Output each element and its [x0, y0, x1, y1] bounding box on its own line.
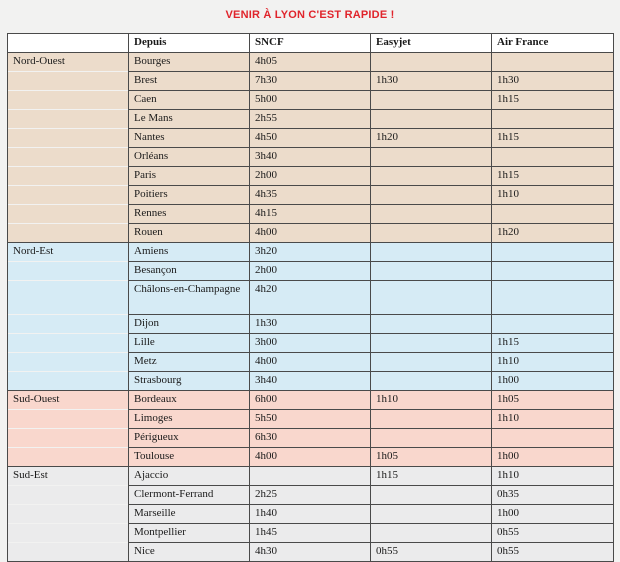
- region-cell: Nord-Ouest: [8, 53, 129, 72]
- air-france-cell: 0h35: [492, 486, 614, 505]
- sncf-cell: 3h00: [250, 334, 371, 353]
- table-row: [8, 167, 614, 186]
- air-france-cell: [492, 281, 614, 315]
- region-cell: [8, 448, 129, 467]
- air-france-cell: 1h00: [492, 372, 614, 391]
- header-air-france: Air France: [492, 34, 614, 53]
- city-cell: Marseille: [129, 505, 250, 524]
- city-cell: Poitiers: [129, 186, 250, 205]
- air-france-cell: 1h10: [492, 410, 614, 429]
- city-cell: Montpellier: [129, 524, 250, 543]
- air-france-cell: [492, 262, 614, 281]
- table-row: [8, 486, 614, 505]
- easyjet-cell: [371, 505, 492, 524]
- table-row: [8, 505, 614, 524]
- easyjet-cell: [371, 243, 492, 262]
- easyjet-cell: [371, 486, 492, 505]
- city-cell: Amiens: [129, 243, 250, 262]
- region-cell: [8, 224, 129, 243]
- city-cell: Brest: [129, 72, 250, 91]
- air-france-cell: [492, 315, 614, 334]
- table-row: [8, 467, 614, 486]
- sncf-cell: 4h00: [250, 353, 371, 372]
- air-france-cell: [492, 205, 614, 224]
- easyjet-cell: 1h15: [371, 467, 492, 486]
- air-france-cell: 1h15: [492, 91, 614, 110]
- air-france-cell: 1h10: [492, 353, 614, 372]
- region-cell: [8, 110, 129, 129]
- air-france-cell: 1h15: [492, 167, 614, 186]
- region-cell: [8, 205, 129, 224]
- travel-times-table: [7, 33, 614, 562]
- air-france-cell: [492, 429, 614, 448]
- region-cell: Nord-Est: [8, 243, 129, 262]
- city-cell: Nice: [129, 543, 250, 562]
- region-cell: [8, 372, 129, 391]
- region-cell: Sud-Est: [8, 467, 129, 486]
- air-france-cell: 1h30: [492, 72, 614, 91]
- sncf-cell: 4h00: [250, 224, 371, 243]
- easyjet-cell: 1h10: [371, 391, 492, 410]
- sncf-cell: 5h00: [250, 91, 371, 110]
- region-cell: [8, 262, 129, 281]
- city-cell: Le Mans: [129, 110, 250, 129]
- table-row: [8, 110, 614, 129]
- city-cell: Lille: [129, 334, 250, 353]
- table-row: [8, 205, 614, 224]
- air-france-cell: [492, 243, 614, 262]
- easyjet-cell: [371, 205, 492, 224]
- sncf-cell: 4h50: [250, 129, 371, 148]
- region-cell: [8, 486, 129, 505]
- table-row: [8, 372, 614, 391]
- easyjet-cell: [371, 110, 492, 129]
- easyjet-cell: [371, 353, 492, 372]
- header-easyjet: Easyjet: [371, 34, 492, 53]
- sncf-cell: 4h05: [250, 53, 371, 72]
- sncf-cell: 1h40: [250, 505, 371, 524]
- region-cell: [8, 281, 129, 315]
- sncf-cell: 4h35: [250, 186, 371, 205]
- easyjet-cell: [371, 429, 492, 448]
- city-cell: Metz: [129, 353, 250, 372]
- sncf-cell: 1h30: [250, 315, 371, 334]
- easyjet-cell: [371, 186, 492, 205]
- city-cell: Caen: [129, 91, 250, 110]
- air-france-cell: 1h10: [492, 467, 614, 486]
- region-cell: [8, 524, 129, 543]
- easyjet-cell: [371, 91, 492, 110]
- sncf-cell: 6h30: [250, 429, 371, 448]
- air-france-cell: [492, 53, 614, 72]
- air-france-cell: 1h15: [492, 334, 614, 353]
- region-cell: [8, 353, 129, 372]
- sncf-cell: 5h50: [250, 410, 371, 429]
- city-cell: Périgueux: [129, 429, 250, 448]
- easyjet-cell: [371, 281, 492, 315]
- air-france-cell: [492, 148, 614, 167]
- city-cell: Nantes: [129, 129, 250, 148]
- table-row: [8, 262, 614, 281]
- easyjet-cell: 1h05: [371, 448, 492, 467]
- region-cell: [8, 91, 129, 110]
- table-row: [8, 72, 614, 91]
- region-cell: [8, 186, 129, 205]
- table-row: [8, 353, 614, 372]
- city-cell: Bordeaux: [129, 391, 250, 410]
- table-row: [8, 53, 614, 72]
- city-cell: Bourges: [129, 53, 250, 72]
- city-cell: Strasbourg: [129, 372, 250, 391]
- sncf-cell: 6h00: [250, 391, 371, 410]
- city-cell: Toulouse: [129, 448, 250, 467]
- air-france-cell: 0h55: [492, 543, 614, 562]
- region-cell: [8, 129, 129, 148]
- air-france-cell: 1h00: [492, 505, 614, 524]
- air-france-cell: 0h55: [492, 524, 614, 543]
- easyjet-cell: [371, 262, 492, 281]
- region-cell: [8, 315, 129, 334]
- table-body: [8, 53, 614, 562]
- page-title: VENIR À LYON C'EST RAPIDE !: [225, 9, 395, 21]
- easyjet-cell: [371, 524, 492, 543]
- city-cell: Ajaccio: [129, 467, 250, 486]
- region-cell: [8, 505, 129, 524]
- sncf-cell: 2h25: [250, 486, 371, 505]
- city-cell: Clermont-Ferrand: [129, 486, 250, 505]
- region-cell: Sud-Ouest: [8, 391, 129, 410]
- easyjet-cell: [371, 372, 492, 391]
- table-row: [8, 543, 614, 562]
- sncf-cell: 4h30: [250, 543, 371, 562]
- city-cell: Rouen: [129, 224, 250, 243]
- easyjet-cell: 1h20: [371, 129, 492, 148]
- sncf-cell: 2h00: [250, 167, 371, 186]
- easyjet-cell: [371, 410, 492, 429]
- region-cell: [8, 72, 129, 91]
- table-row: [8, 334, 614, 353]
- region-cell: [8, 543, 129, 562]
- sncf-cell: 3h20: [250, 243, 371, 262]
- table-row: [8, 281, 614, 315]
- sncf-cell: 4h00: [250, 448, 371, 467]
- easyjet-cell: 0h55: [371, 543, 492, 562]
- header-region: [8, 34, 129, 53]
- city-cell: Rennes: [129, 205, 250, 224]
- header-sncf: SNCF: [250, 34, 371, 53]
- easyjet-cell: [371, 53, 492, 72]
- table-row: [8, 224, 614, 243]
- sncf-cell: 3h40: [250, 372, 371, 391]
- city-cell: Limoges: [129, 410, 250, 429]
- city-cell: Besançon: [129, 262, 250, 281]
- sncf-cell: 7h30: [250, 72, 371, 91]
- air-france-cell: [492, 110, 614, 129]
- region-cell: [8, 410, 129, 429]
- air-france-cell: 1h05: [492, 391, 614, 410]
- region-cell: [8, 334, 129, 353]
- region-cell: [8, 148, 129, 167]
- air-france-cell: 1h00: [492, 448, 614, 467]
- table-row: [8, 148, 614, 167]
- air-france-cell: 1h20: [492, 224, 614, 243]
- sncf-cell: 3h40: [250, 148, 371, 167]
- table-row: [8, 91, 614, 110]
- sncf-cell: 1h45: [250, 524, 371, 543]
- table-row: [8, 524, 614, 543]
- easyjet-cell: [371, 167, 492, 186]
- city-cell: Paris: [129, 167, 250, 186]
- table-row: [8, 448, 614, 467]
- table-row: [8, 315, 614, 334]
- header-depuis: Depuis: [129, 34, 250, 53]
- city-cell: Dijon: [129, 315, 250, 334]
- table-row: [8, 429, 614, 448]
- table-row: [8, 243, 614, 262]
- sncf-cell: 4h15: [250, 205, 371, 224]
- easyjet-cell: [371, 148, 492, 167]
- air-france-cell: 1h15: [492, 129, 614, 148]
- air-france-cell: 1h10: [492, 186, 614, 205]
- sncf-cell: 2h00: [250, 262, 371, 281]
- table-row: [8, 391, 614, 410]
- city-cell: Orléans: [129, 148, 250, 167]
- easyjet-cell: 1h30: [371, 72, 492, 91]
- table-row: [8, 410, 614, 429]
- table-row: [8, 129, 614, 148]
- easyjet-cell: [371, 334, 492, 353]
- city-cell: Châlons-en-Champagne: [129, 281, 250, 315]
- region-cell: [8, 429, 129, 448]
- easyjet-cell: [371, 224, 492, 243]
- sncf-cell: [250, 467, 371, 486]
- sncf-cell: 4h20: [250, 281, 371, 315]
- header-row: [8, 34, 614, 53]
- easyjet-cell: [371, 315, 492, 334]
- region-cell: [8, 167, 129, 186]
- sncf-cell: 2h55: [250, 110, 371, 129]
- table-row: [8, 186, 614, 205]
